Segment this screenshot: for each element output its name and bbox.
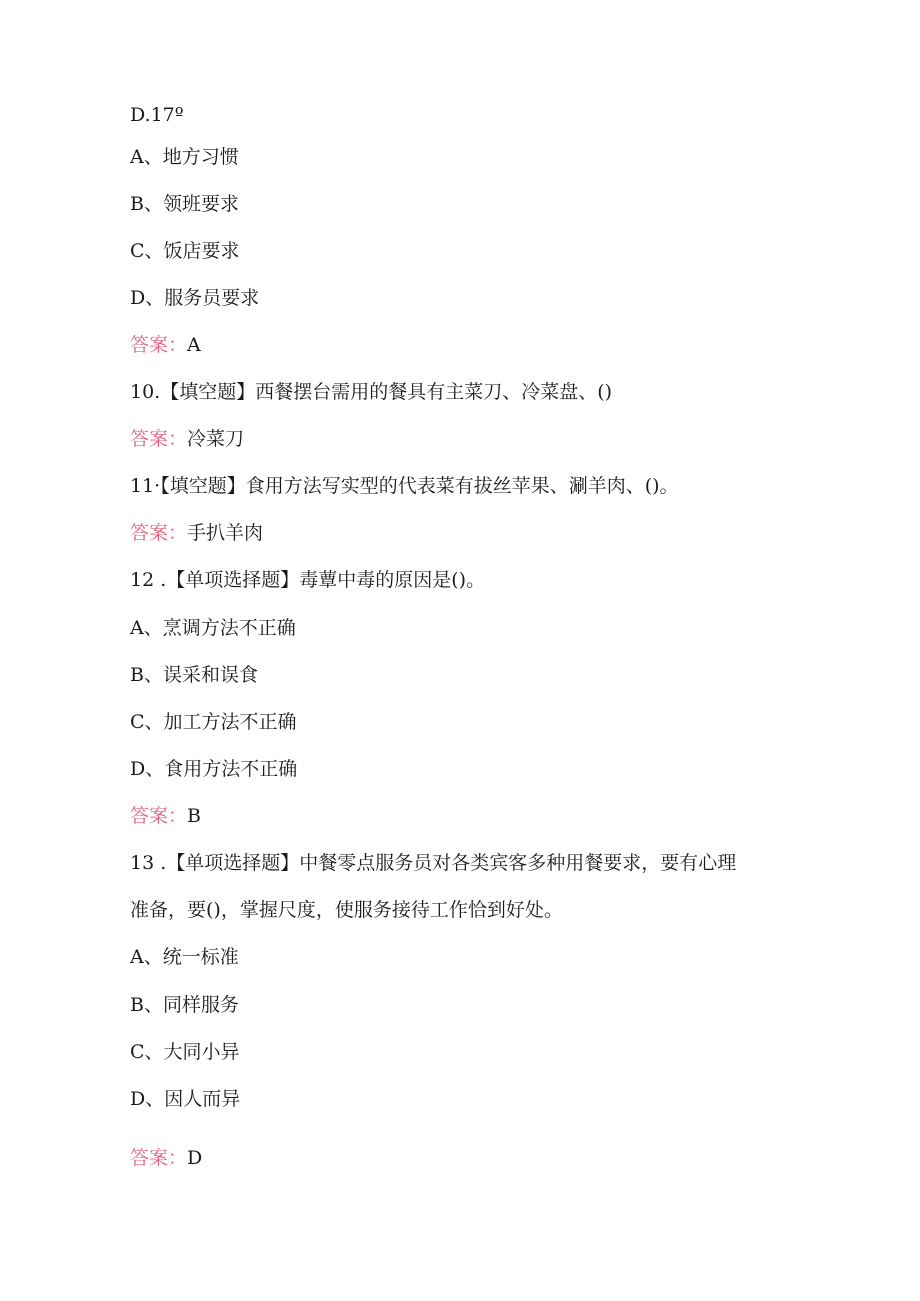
q13-option-b: B、同样服务 — [130, 994, 239, 1016]
q9-option-c: C、饭店要求 — [130, 240, 240, 262]
answer-label: 答案： — [130, 1147, 188, 1169]
q12-option-c: C、加工方法不正确 — [130, 711, 297, 733]
q9-option-d: D、服务员要求 — [130, 287, 260, 309]
answer-label: 答案： — [130, 805, 188, 827]
q12-option-d: D、食用方法不正确 — [130, 758, 298, 780]
answer-value: D — [187, 1147, 203, 1169]
q13-option-c: C、大同小异 — [130, 1041, 240, 1063]
answer-value: A — [187, 334, 201, 356]
q11-answer — [130, 521, 263, 545]
q13-option-a: A、统一标准 — [130, 946, 239, 968]
q12-option-b: B、误采和误食 — [130, 664, 258, 686]
q13-question-line1: 13 .【单项选择题】中餐零点服务员对各类宾客多种用餐要求，要有心理 — [130, 852, 737, 874]
q12-option-a: A、烹调方法不正确 — [130, 617, 296, 639]
answer-value: 冷菜刀 — [187, 428, 245, 450]
q10-answer — [130, 427, 244, 451]
q9-answer — [130, 333, 201, 357]
answer-value: B — [187, 805, 201, 827]
q11-question: 11·【填空题】食用方法写实型的代表菜有拔丝苹果、涮羊肉、()。 — [130, 475, 679, 497]
q12-answer — [130, 804, 201, 828]
q9-option-a: A、地方习惯 — [130, 146, 239, 168]
q12-question: 12 .【单项选择题】毒蕈中毒的原因是()。 — [130, 569, 486, 591]
q10-question: 10.【填空题】西餐摆台需用的餐具有主菜刀、冷菜盘、() — [130, 381, 613, 403]
answer-value: 手扒羊肉 — [187, 522, 264, 544]
q9-option-b: B、领班要求 — [130, 193, 239, 215]
q13-answer — [130, 1146, 202, 1170]
q13-question-line2: 准备，要()，掌握尺度，使服务接待工作恰到好处。 — [130, 899, 563, 921]
option-line: D.17º — [130, 104, 184, 126]
answer-label: 答案： — [130, 428, 188, 450]
q13-option-d: D、因人而异 — [130, 1088, 241, 1110]
answer-label: 答案： — [130, 522, 188, 544]
answer-label: 答案： — [130, 334, 188, 356]
